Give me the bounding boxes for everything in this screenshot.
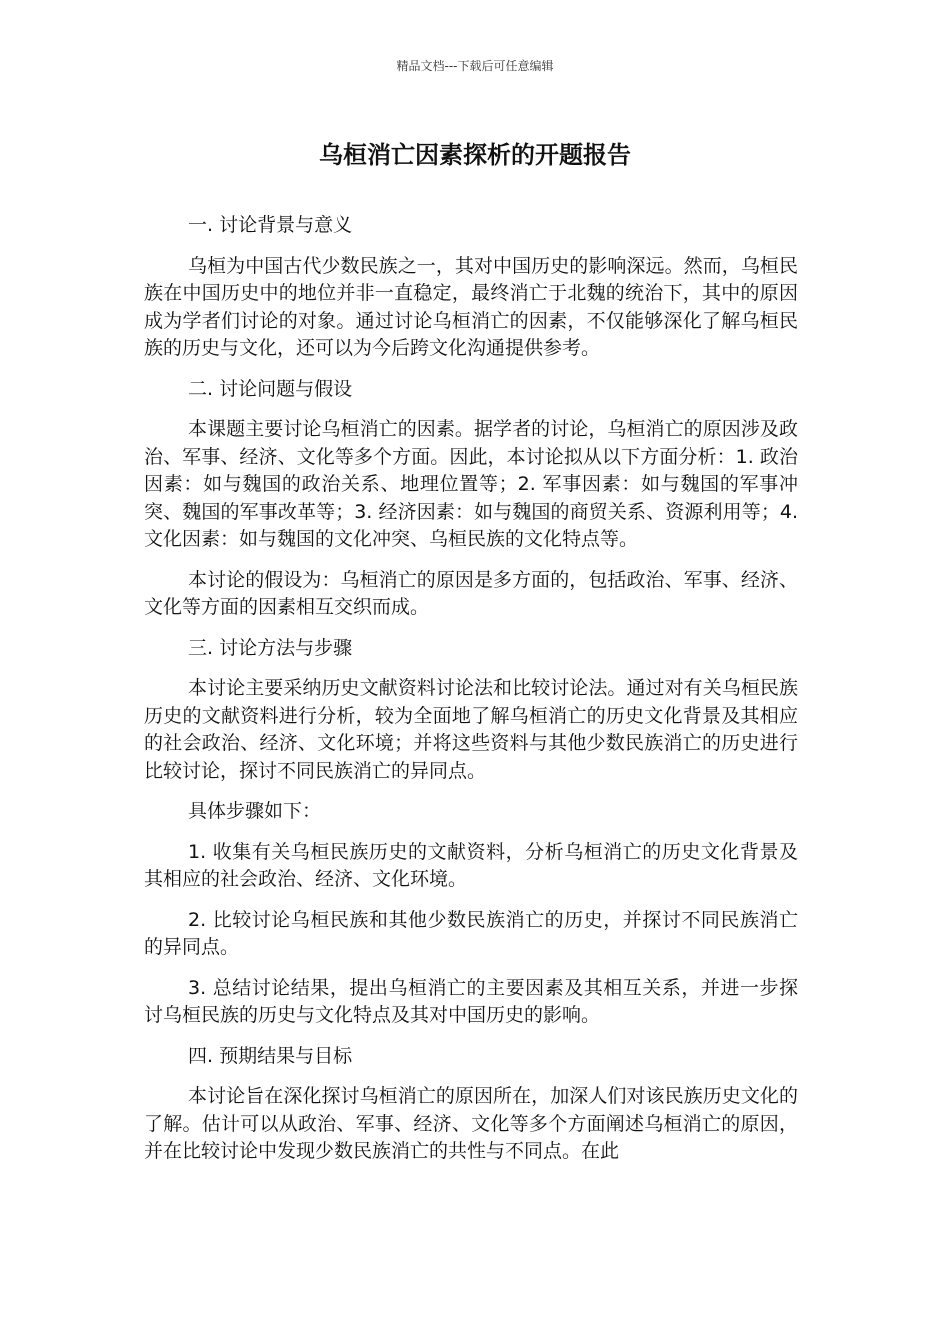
paragraph-expected-results: 本讨论旨在深化探讨乌桓消亡的原因所在，加深人们对该民族历史文化的了解。估计可以从政治、军事、经济、文化等多个方面阐述乌桓消亡的原因，并在比较讨论中发现少数民族消亡的共性与不同点。在此 bbox=[144, 1085, 798, 1162]
section-heading-background: 一. 讨论背景与意义 bbox=[188, 214, 353, 236]
paragraph-background: 乌桓为中国古代少数民族之一，其对中国历史的影响深远。然而，乌桓民族在中国历史中的地位并非一直稳定，最终消亡于北魏的统治下，其中的原因成为学者们讨论的对象。通过讨论乌桓消亡的因素，不仅能够深化了解乌桓民族的历史与文化，还可以为今后跨文化沟通提供参考。 bbox=[144, 254, 798, 359]
document-title: 乌桓消亡因素探析的开题报告 bbox=[319, 141, 631, 169]
paragraph-hypothesis: 本讨论的假设为：乌桓消亡的原因是多方面的，包括政治、军事、经济、文化等方面的因素相互交织而成。 bbox=[144, 568, 798, 618]
section-heading-methods: 三. 讨论方法与步骤 bbox=[188, 636, 353, 659]
list-item-step-3: 3. 总结讨论结果，提出乌桓消亡的主要因素及其相互关系，并进一步探讨乌桓民族的历史与文化特点及其对中国历史的影响。 bbox=[144, 976, 798, 1026]
list-item-step-1: 1. 收集有关乌桓民族历史的文献资料，分析乌桓消亡的历史文化背景及其相应的社会政治、经济、文化环境。 bbox=[144, 840, 798, 890]
document-body bbox=[144, 212, 798, 1179]
section-heading-expected-results: 四. 预期结果与目标 bbox=[188, 1044, 353, 1067]
paragraph-questions: 本课题主要讨论乌桓消亡的因素。据学者的讨论，乌桓消亡的原因涉及政治、军事、经济、文化等多个方面。因此，本讨论拟从以下方面分析：1. 政治因素：如与魏国的政治关系、地理位置等；2. 军事因素：如与魏国的军事冲突、魏国的军事改革等；3. 经济因素：如与魏国的商贸关系、资源利用等；4. 文化因素：如与魏国的文化冲突、乌桓民族的文化特点等。 bbox=[144, 418, 798, 550]
section-heading-questions: 二. 讨论问题与假设 bbox=[188, 377, 353, 400]
paragraph-steps-intro: 具体步骤如下： bbox=[188, 800, 322, 822]
paragraph-methods: 本讨论主要采纳历史文献资料讨论法和比较讨论法。通过对有关乌桓民族历史的文献资料进行分析，较为全面地了解乌桓消亡的历史文化背景及其相应的社会政治、经济、文化环境；并将这些资料与其他少数民族消亡的历史进行比较讨论，探讨不同民族消亡的异同点。 bbox=[144, 677, 798, 782]
page-header-note: 精品文档---下载后可任意编辑 bbox=[396, 59, 554, 73]
list-item-step-2: 2. 比较讨论乌桓民族和其他少数民族消亡的历史，并探讨不同民族消亡的异同点。 bbox=[144, 908, 798, 958]
